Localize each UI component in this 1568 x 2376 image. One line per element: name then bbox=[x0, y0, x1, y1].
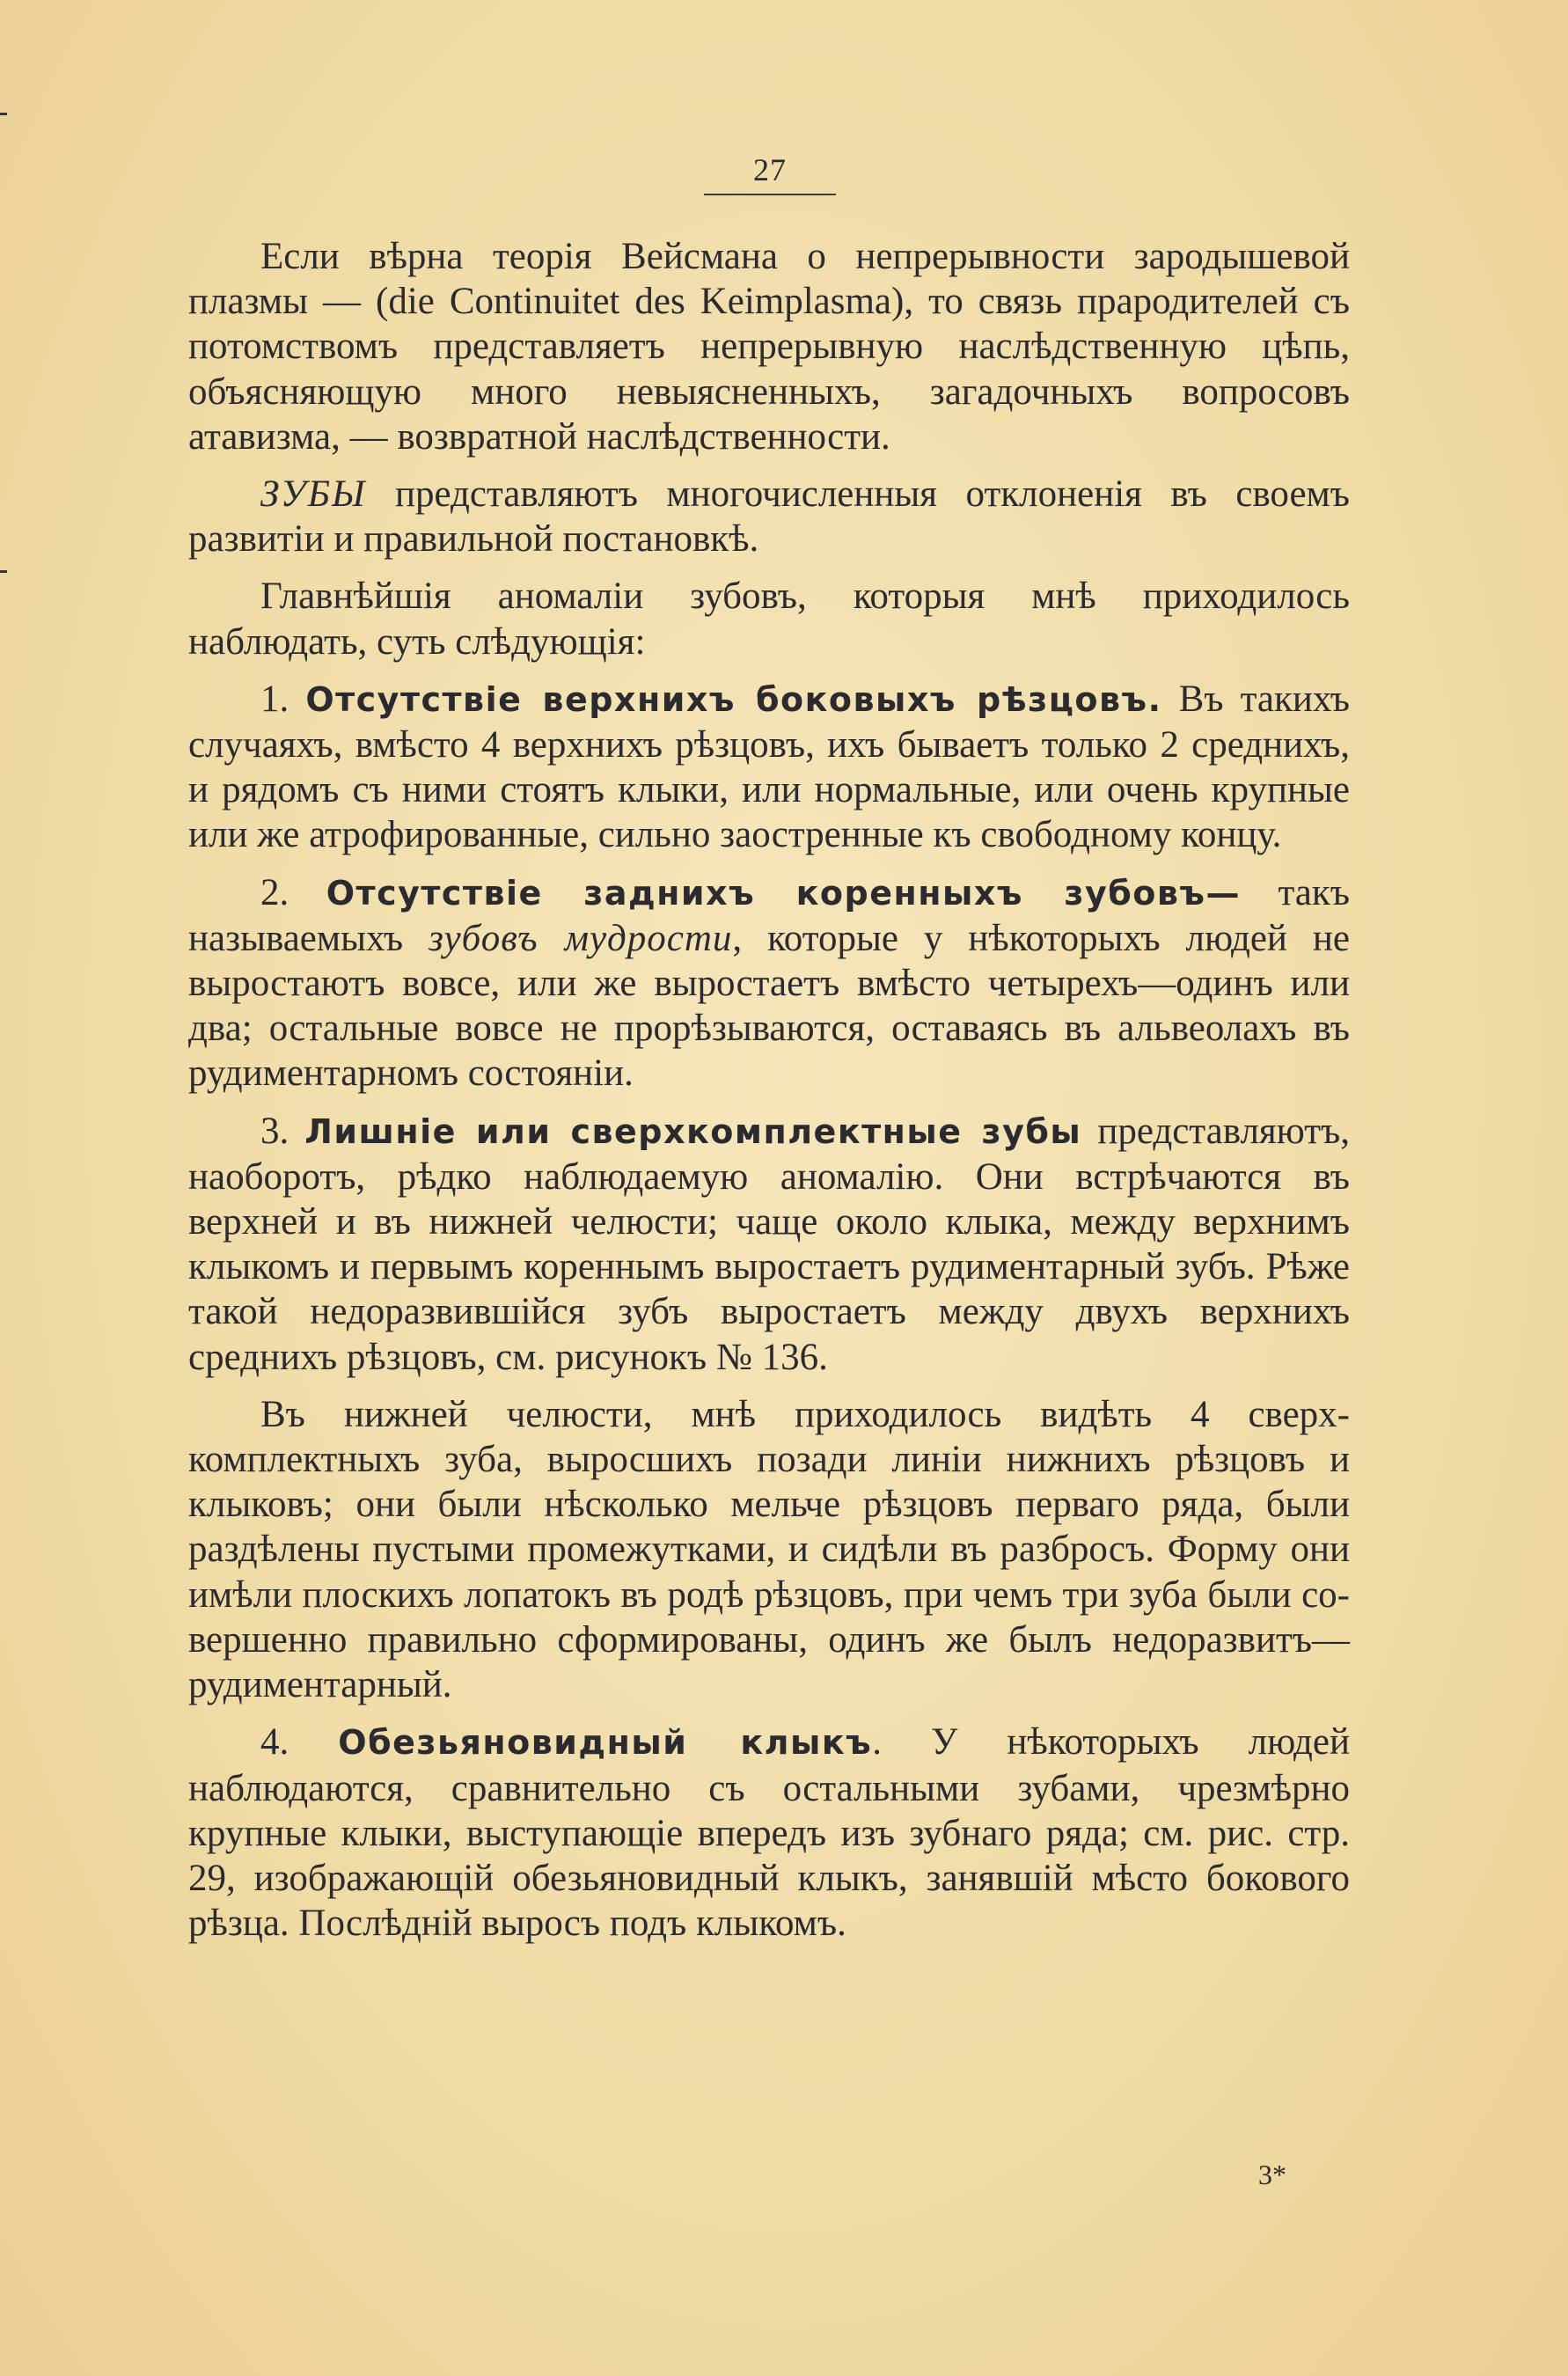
paragraph-weismann: Если вѣрна теорія Вейсмана о непрерывности зародышевой плазмы — (die Continuitet des Keimplasma), то связь прародителей съ потомствомъ представляетъ непрерывную наслѣдственную цѣпь, объясняющую много невыясненныхъ, загадочныхъ вопросовъ атавизма, — возвратной наслѣдственности. bbox=[188, 236, 1350, 458]
paragraph-anomalies-intro: Главнѣйшія аномаліи зубовъ, которыя мнѣ приходилось наблюдать, суть слѣдующія: bbox=[188, 576, 1350, 663]
list-term: Лишніе или сверхкомплектные зубы bbox=[304, 1111, 1082, 1151]
list-item-4 bbox=[188, 1720, 1350, 1946]
list-number: 4. bbox=[260, 1721, 339, 1764]
list-item-3 bbox=[188, 1109, 1350, 1380]
list-term: Отсутствіе верхнихъ боковыхъ рѣзцовъ. bbox=[305, 679, 1162, 719]
list-number: 3. bbox=[260, 1110, 305, 1152]
list-item-2 bbox=[188, 870, 1350, 1096]
italic-term: зубовъ мудрости bbox=[429, 917, 733, 959]
list-number: 1. bbox=[260, 678, 306, 720]
paragraph-teeth-intro bbox=[188, 472, 1350, 561]
paragraph-text: такъ называемыхъ bbox=[188, 871, 1351, 959]
paragraph-lower-jaw: Въ нижней челюсти, мнѣ приходилось видѣть 4 сверхкомплектныхъ зуба, выросшихъ позади линіи нижнихъ рѣзцовъ и клыковъ; они были нѣсколько мельче рѣзцовъ перваго ряда, были раздѣлены пустыми промежутками, и сидѣли въ разбросъ. Форму они имѣли плоскихъ лопатокъ въ родѣ рѣзцовъ, при чемъ три зуба были совершенно правильно сформированы, одинъ же былъ недоразвитъ—рудиментарный. bbox=[188, 1393, 1350, 1706]
list-term: Отсутствіе заднихъ коренныхъ зубовъ— bbox=[326, 873, 1241, 913]
paragraph-text: представляютъ, наоборотъ, рѣдко наблюдаемую аномалію. Они встрѣчаются въ верхней и въ нижней челюсти; чаще около клыка, между верхнимъ клыкомъ и первымъ кореннымъ выростаетъ рудиментарный зубъ. Рѣже такой недоразвившійся зубъ выростаетъ между двухъ верхнихъ среднихъ рѣзцовъ, см. рисунокъ № 136. bbox=[188, 1110, 1351, 1378]
paragraph-text: Въ такихъ случаяхъ, вмѣсто 4 верхнихъ рѣзцовъ, ихъ бываетъ только 2 среднихъ, и рядомъ съ ними стоятъ клыки, или нормальные, или очень крупные или же атрофированные, сильно заостренные къ свободному концу. bbox=[188, 678, 1351, 856]
paragraph-text: , которые у нѣкоторыхъ людей не выростаютъ вовсе, или же выростаетъ вмѣсто четырехъ—одинъ или два; остальные вовсе не прорѣзываются, оставаясь въ альвеолахъ въ рудиментарномъ состояніи. bbox=[188, 917, 1350, 1095]
list-term: Обезьяновидный клыкъ bbox=[338, 1723, 873, 1763]
list-number: 2. bbox=[260, 871, 326, 913]
section-title-teeth: ЗУБЫ bbox=[260, 473, 367, 516]
paragraph-text: . У нѣкоторыхъ людей наблюдаются, сравнительно съ остальными зубами, чрезмѣрно крупные клыки, выступающіе впередъ изъ зубнаго ряда; см. рис. стр. 29, изображающій обезьяновидный клыкъ, занявшій мѣсто бокового рѣзца. Послѣдній выросъ подъ клыкомъ. bbox=[188, 1721, 1351, 1945]
text-column bbox=[188, 234, 1350, 1958]
page-number-rule bbox=[704, 194, 836, 195]
page-number: 27 bbox=[753, 152, 787, 187]
page-edge-mark bbox=[0, 570, 7, 573]
page-edge-mark bbox=[0, 113, 7, 115]
list-item-1 bbox=[188, 677, 1350, 858]
signature-mark: 3* bbox=[1258, 2159, 1286, 2190]
paragraph-text: представляютъ многочисленныя отклоненія въ своемъ развитіи и правильной постановкѣ. bbox=[188, 473, 1350, 561]
